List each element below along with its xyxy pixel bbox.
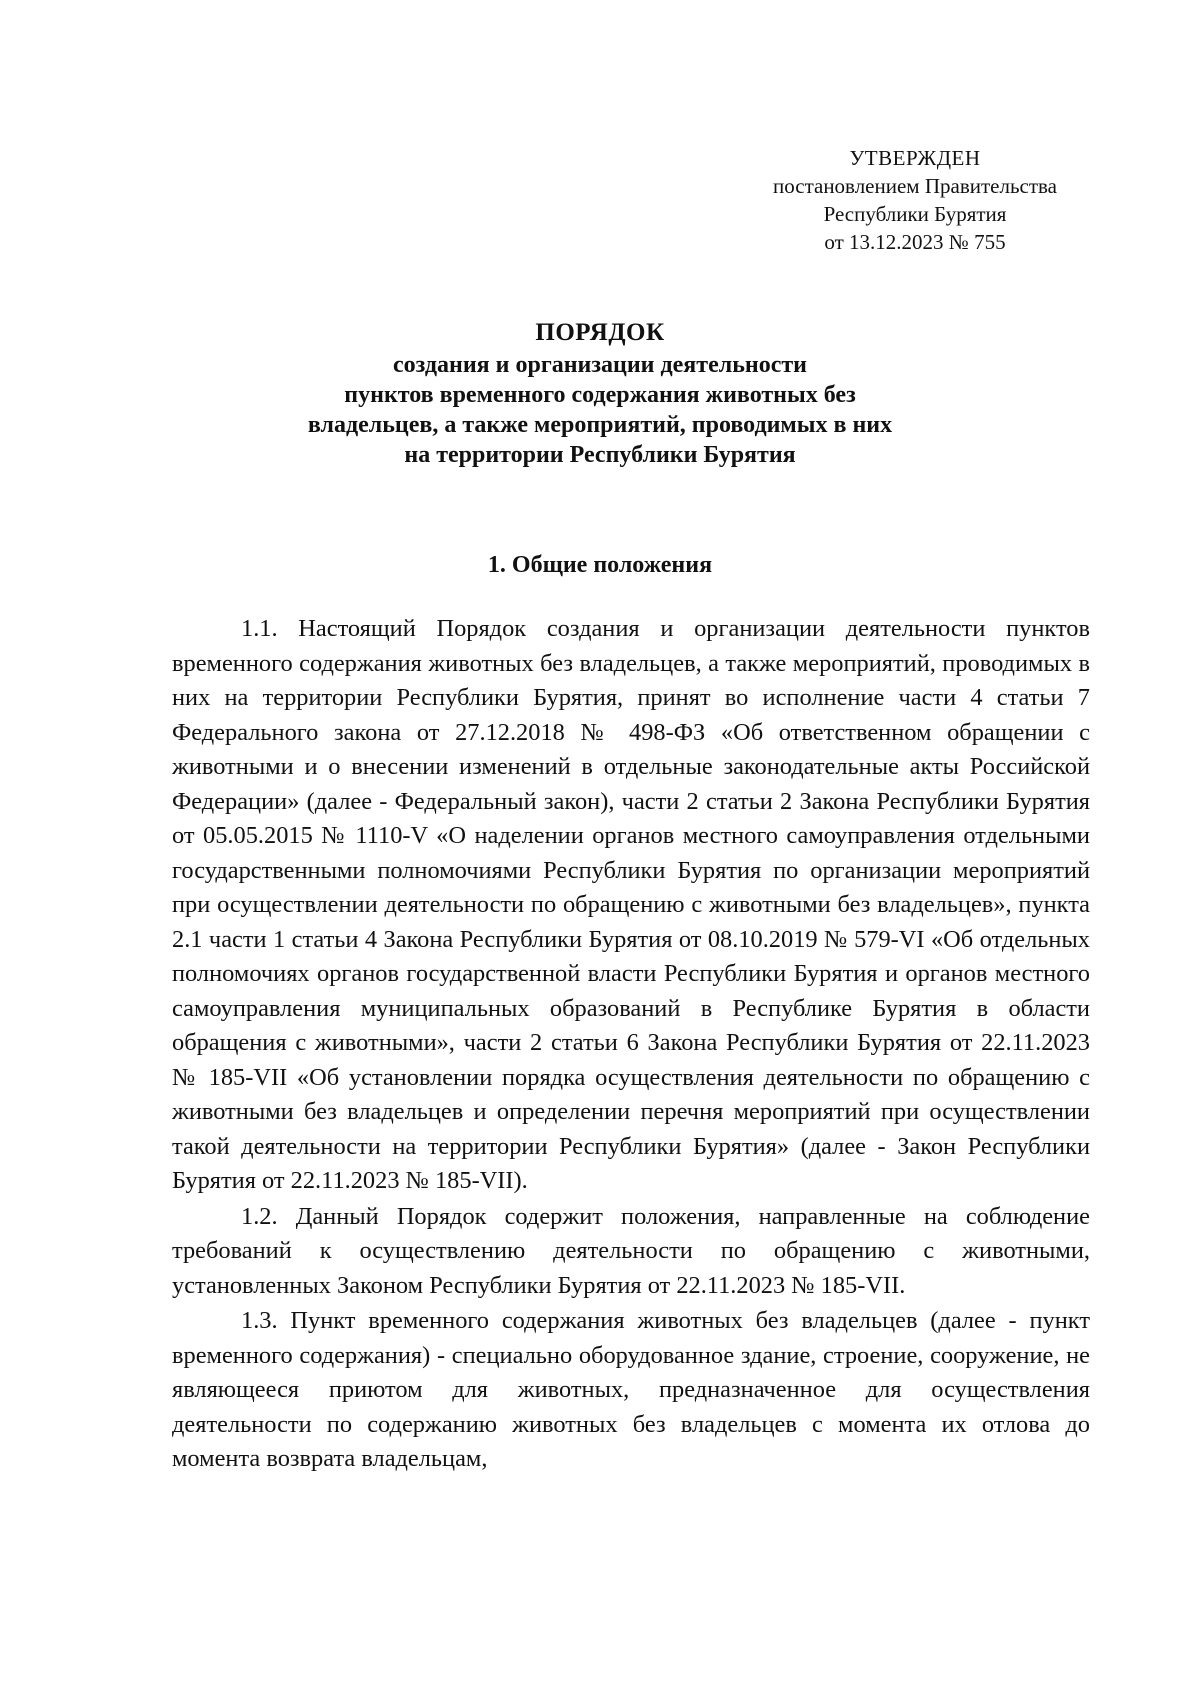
approval-date-number: от 13.12.2023 № 755 [824, 230, 1006, 254]
section-heading-general: 1. Общие положения [487, 552, 713, 578]
document-title-line-1: создания и организации деятельности [393, 352, 807, 378]
document-title-line-4: на территории Республики Бурятия [404, 442, 796, 468]
paragraph-1-1: 1.1. Настоящий Порядок создания и организации деятельности пунктов временного содержания животных без владельцев, а также мероприятий, проводимых в них на территории Республики Бурятия, принят во исполнение части 4 статьи 7 Федерального закона от 27.12.2018 № 498-ФЗ «Об ответственном обращении с животными и о внесении изменений в отдельные законодательные акты Российской Федерации» (далее - Федеральный закон), части 2 статьи 2 Закона Республики Бурятия от 05.05.2015 № 1110-V «О наделении органов местного самоуправления отдельными государственными полномочиями Республики Бурятия по организации мероприятий при осуществлении деятельности по обращению с животными без владельцев», пункта 2.1 части 1 статьи 4 Закона Республики Бурятия от 08.10.2019 № 579-VI «Об отдельных полномочиях органов государственной власти Республики Бурятия и органов местного самоуправления муниципальных образований в Республике Бурятия в области обращения с животными», части 2 статьи 6 Закона Республики Бурятия от 22.11.2023 № 185-VII «Об установлении порядка осуществления деятельности по обращению с животными без владельцев и определении перечня мероприятий при осуществлении такой деятельности на территории Республики Бурятия» (далее - Закон Республики Бурятия от 22.11.2023 № 185-VII). [172, 615, 1090, 1194]
document-body [172, 612, 1090, 1477]
approval-authority: постановлением Правительства [772, 174, 1057, 198]
paragraph-1-2: 1.2. Данный Порядок содержит положения, направленные на соблюдение требований к осуществлению деятельности по обращению с животными, установленных Законом Республики Бурятия от 22.11.2023 № 185-VII. [172, 1202, 1090, 1299]
document-title [150, 318, 1050, 470]
approval-label: УТВЕРЖДЕН [849, 146, 981, 170]
paragraph-1-3: 1.3. Пункт временного содержания животных без владельцев (далее - пункт временного содержания) - специально оборудованное здание, строение, сооружение, не являющееся приютом для животных, предназначенное для осуществления деятельности по содержанию животных без владельцев с момента их отлова до момента возврата владельцам, [172, 1307, 1090, 1472]
approval-stamp-block [740, 144, 1090, 256]
approval-region: Республики Бурятия [823, 202, 1007, 226]
document-title-heading: ПОРЯДОК [535, 319, 665, 346]
document-title-line-3: владельцев, а также мероприятий, проводимых в них [307, 412, 893, 438]
document-title-line-2: пунктов временного содержания животных без [344, 382, 856, 408]
